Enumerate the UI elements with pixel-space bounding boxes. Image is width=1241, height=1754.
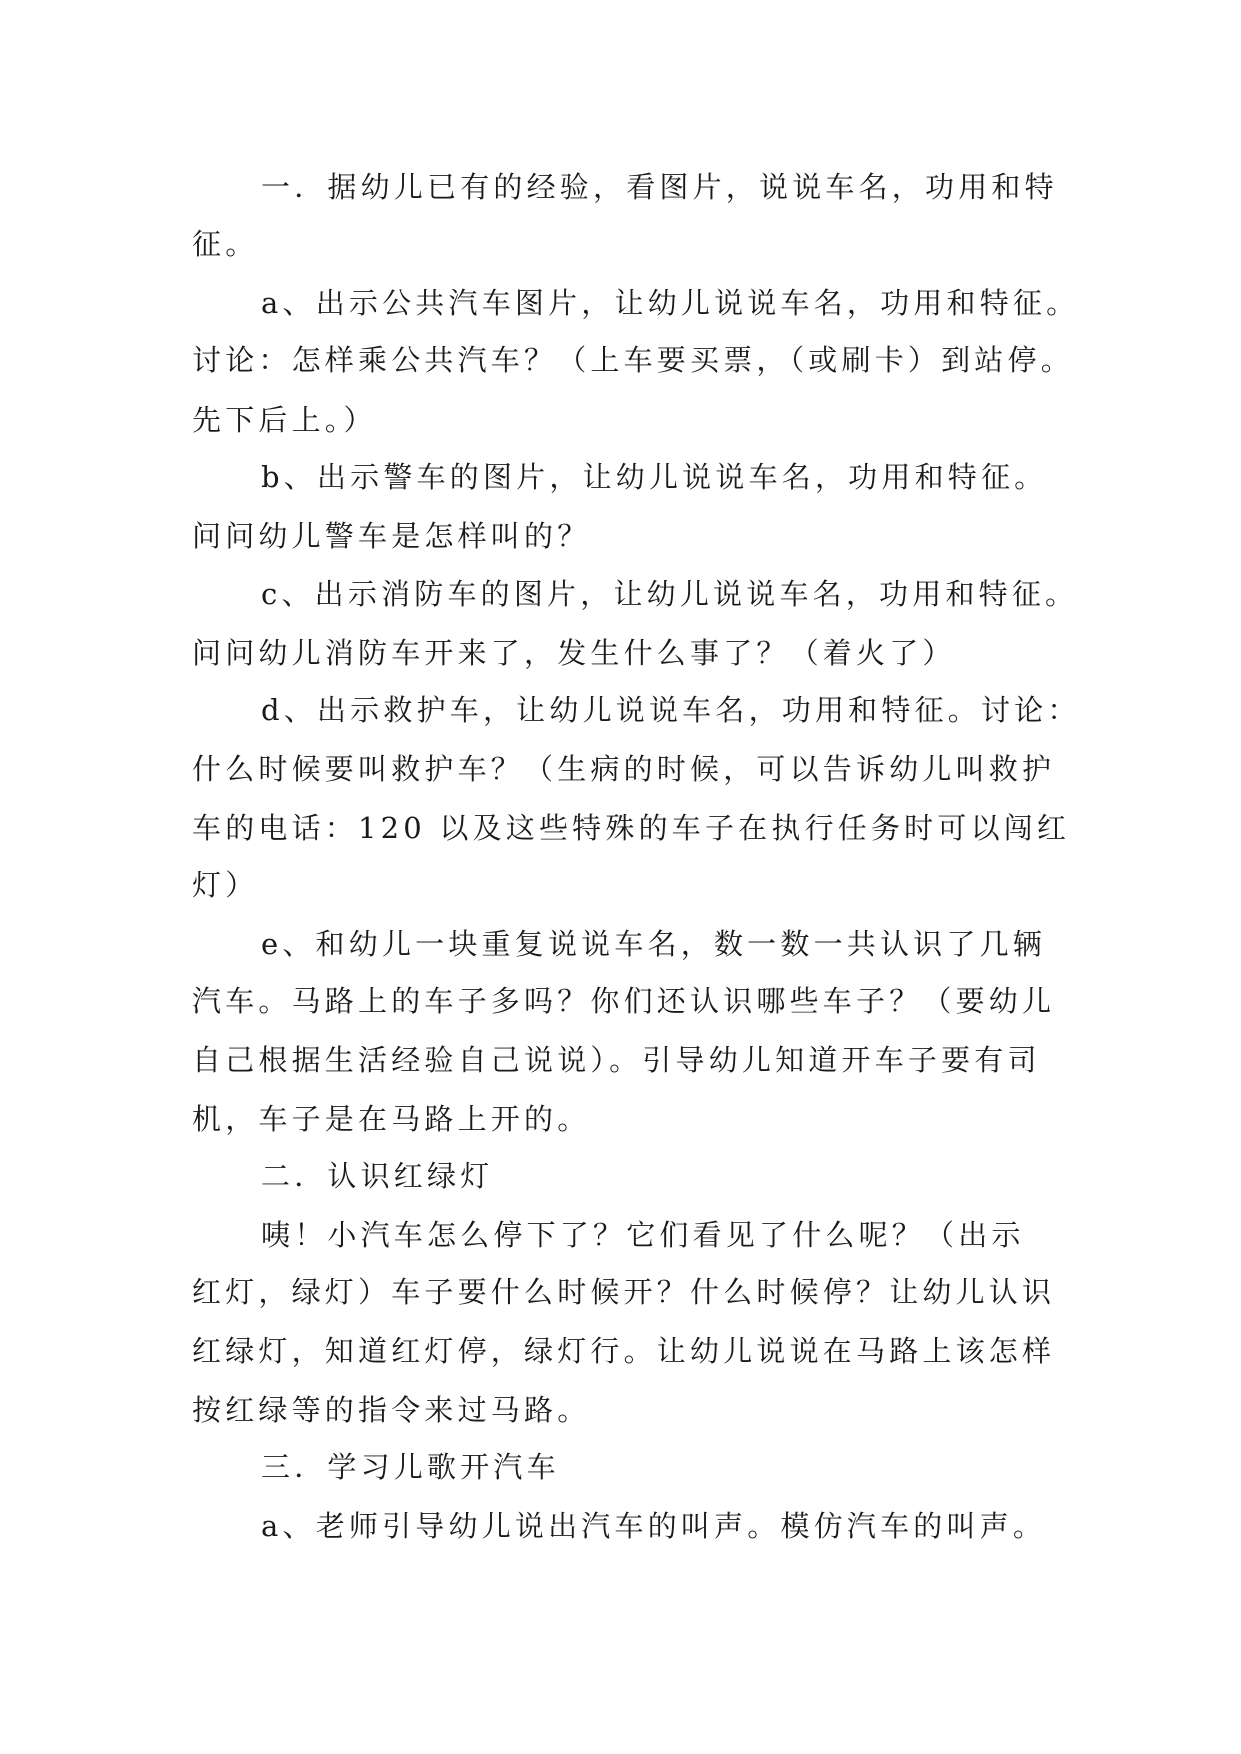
text-line: 汽车。马路上的车子多吗？你们还认识哪些车子？（要幼儿: [192, 984, 1056, 1018]
section-1-heading: 一．据幼儿已有的经验，看图片，说说车名，功用和特: [261, 170, 1058, 204]
text-line: 红绿灯，知道红灯停，绿灯行。让幼儿说说在马路上该怎样: [192, 1334, 1056, 1368]
text-line: 机，车子是在马路上开的。: [192, 1102, 591, 1136]
text-line: 讨论：怎样乘公共汽车？（上车要买票，（或刷卡）到站停。: [192, 343, 1074, 377]
text-line: 什么时候要叫救护车？（生病的时候，可以告诉幼儿叫救护: [192, 752, 1056, 786]
text-line: 征。: [192, 227, 259, 261]
item-d-paragraph: d、出示救护车，让幼儿说说车名，功用和特征。讨论：: [261, 693, 1081, 727]
section-3-item-a: a、老师引导幼儿说出汽车的叫声。模仿汽车的叫声。: [261, 1509, 1047, 1543]
text-line: 红灯，绿灯）车子要什么时候开？什么时候停？让幼儿认识: [192, 1275, 1056, 1309]
section-2-paragraph: 咦！小汽车怎么停下了？它们看见了什么呢？（出示: [261, 1218, 1025, 1252]
text-line: 灯）: [192, 868, 259, 902]
section-3-heading: 三．学习儿歌开汽车: [261, 1450, 560, 1484]
item-b-paragraph: b、出示警车的图片，让幼儿说说车名，功用和特征。: [261, 460, 1048, 494]
text-line: 按红绿等的指令来过马路。: [192, 1393, 591, 1427]
text-line: 先下后上。）: [192, 403, 377, 437]
text-line: 问问幼儿消防车开来了，发生什么事了？（着火了）: [192, 636, 956, 670]
text-line: 自己根据生活经验自己说说）。引导幼儿知道开车子要有司: [192, 1043, 1041, 1077]
item-c-paragraph: c、出示消防车的图片，让幼儿说说车名，功用和特征。: [261, 577, 1079, 611]
item-e-paragraph: e、和幼儿一块重复说说车名，数一数一共认识了几辆: [261, 927, 1046, 961]
text-line: 问问幼儿警车是怎样叫的？: [192, 519, 591, 553]
item-a-paragraph: a、出示公共汽车图片，让幼儿说说车名，功用和特征。: [261, 286, 1080, 320]
section-2-heading: 二．认识红绿灯: [261, 1159, 494, 1193]
text-line: 车的电话：120 以及这些特殊的车子在执行任务时可以闯红: [192, 811, 1071, 845]
